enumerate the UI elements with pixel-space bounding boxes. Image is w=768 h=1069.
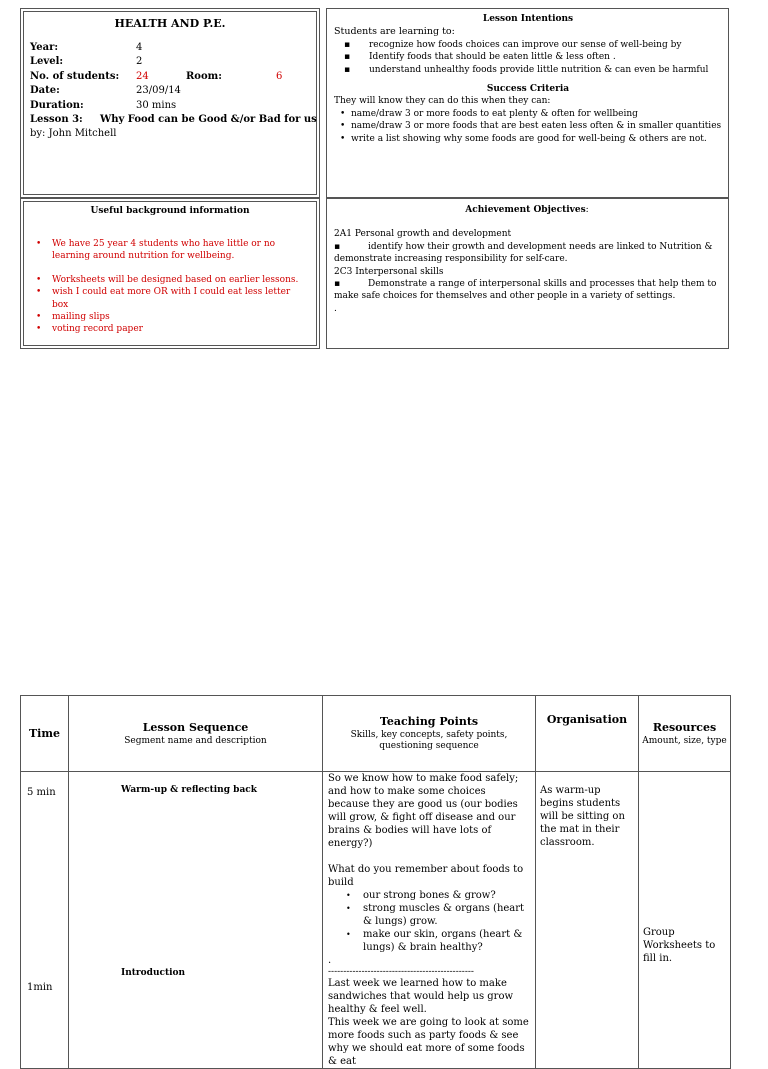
- time-warmup: 5 min: [27, 787, 56, 798]
- intention-item: ▪ Identify foods that should be eaten little & less often .: [334, 51, 722, 63]
- success-item: • write a list showing why some foods are good for well-being & others are not.: [334, 133, 722, 145]
- header-teaching-sub: Skills, key concepts, safety points, questioning sequence: [350, 730, 508, 751]
- teaching-dot: .: [328, 955, 332, 966]
- objective-bullet-1: ▪ identify how their growth and development needs are linked to Nutrition & demonstrate increasing responsibility for self-care.: [334, 241, 713, 265]
- teaching-paragraph-3: This week we are going to look at some more foods such as party foods & see why we should eat more of some foods & eat: [328, 1017, 529, 1067]
- subject-title: HEALTH AND P.E.: [114, 17, 226, 30]
- background-info-inner: [23, 201, 317, 346]
- header-sequence-sub: Segment name and description: [124, 735, 267, 746]
- objective-2a1: 2A1 Personal growth and development: [334, 229, 512, 240]
- intentions-list: [334, 39, 722, 76]
- lesson-title: Why Food can be Good &/or Bad for us: [100, 113, 317, 125]
- header-teaching: [323, 696, 536, 772]
- teaching-divider: ------------------------------------------------: [328, 967, 474, 977]
- achievement-objectives-box: [326, 198, 729, 349]
- objective-2c3: 2C3 Interpersonal skills: [334, 266, 444, 277]
- teaching-item: • our strong bones & grow?: [328, 889, 529, 902]
- header-resources-label: Resources: [652, 720, 717, 734]
- objective-bullet-1-text: identify how their growth and development needs are linked to Nutrition & demonstrate increasing responsibility for self-care.: [334, 241, 713, 265]
- date-label: Date:: [30, 85, 60, 97]
- background-info-box: [20, 198, 320, 349]
- objective-bullet-2: ▪ Demonstrate a range of interpersonal skills and processes that help them to make safe choices for themselves and other people in a variety of settings.: [334, 279, 717, 302]
- segment-warmup: Warm-up & reflecting back: [121, 785, 257, 795]
- intentions-intro: Students are learning to:: [334, 26, 455, 38]
- resources-text: Group Worksheets to fill in.: [643, 927, 716, 964]
- intentions-title: Lesson Intentions: [482, 14, 574, 24]
- teaching-list: [328, 889, 529, 954]
- success-criteria-title: Success Criteria: [486, 84, 570, 95]
- students-value: 24: [136, 70, 149, 82]
- organisation-text: As warm-up begins students will be sitting on the mat in their classroom.: [540, 785, 625, 848]
- teaching-item: • strong muscles & organs (heart & lungs) grow.: [328, 902, 529, 928]
- level-label: Level:: [30, 56, 64, 68]
- duration-label: Duration:: [30, 99, 84, 111]
- teaching-item: • make our skin, organs (heart & lungs) & brain healthy?: [328, 928, 529, 954]
- duration-value: 30 mins: [136, 99, 177, 111]
- header-time-label: Time: [28, 727, 60, 740]
- time-intro: 1min: [27, 982, 53, 993]
- room-value: 6: [276, 70, 283, 82]
- objective-bullet-2-text: Demonstrate a range of interpersonal skills and processes that help them to make safe choices for themselves and other people in a variety of settings.: [334, 279, 717, 302]
- teaching-paragraph-2: Last week we learned how to make sandwiches that would help us grow healthy & feel well.: [328, 978, 514, 1015]
- background-item: • voting record paper: [24, 323, 308, 335]
- level-value: 2: [136, 56, 143, 68]
- year-label: Year:: [30, 42, 59, 53]
- objectives-title-colon: :: [585, 205, 589, 215]
- objectives-title-row: [334, 204, 720, 216]
- table-header-row: [21, 696, 731, 772]
- lesson-intentions-box: [326, 8, 729, 198]
- success-item: • name/draw 3 or more foods that are best eaten less often & in smaller quantities: [334, 120, 722, 132]
- room-label: Room:: [186, 70, 222, 82]
- success-item: • name/draw 3 or more foods to eat plenty & often for wellbeing: [334, 108, 722, 120]
- students-label: No. of students:: [30, 70, 120, 82]
- teaching-paragraph-1: So we know how to make food safely; and how to make some choices because they are good us (our bodies will grow, & fight off disease and our brains & bodies will have lots of energy?): [328, 773, 519, 849]
- header-sequence-label: Lesson Sequence: [142, 720, 249, 734]
- success-list: [334, 108, 722, 145]
- header-time: [21, 696, 69, 772]
- background-item: • We have 25 year 4 students who have little or no learning around nutrition for wellbeing.: [24, 238, 308, 263]
- background-title: Useful background information: [90, 206, 250, 216]
- header-resources: [639, 696, 731, 772]
- author: by: John Mitchell: [30, 128, 117, 140]
- year-value: 4: [136, 42, 143, 53]
- background-list: [24, 238, 308, 263]
- lesson-label: Lesson 3:: [30, 113, 83, 125]
- lesson-sequence-table: [20, 695, 731, 1069]
- header-organisation: [536, 696, 639, 772]
- background-item: • Worksheets will be designed based on earlier lessons.: [24, 274, 308, 286]
- lesson-details: [30, 41, 320, 142]
- lesson-info-box: [20, 8, 320, 198]
- date-value: 23/09/14: [136, 85, 181, 97]
- objectives-title: Achievement Objectives: [465, 205, 586, 215]
- header-teaching-label: Teaching Points: [379, 715, 479, 728]
- segment-introduction: Introduction: [121, 968, 186, 978]
- background-item: • wish I could eat more OR with I could eat less letter box: [24, 286, 308, 311]
- teaching-question: What do you remember about foods to build: [328, 864, 524, 888]
- success-intro: They will know they can do this when they can:: [334, 96, 551, 107]
- header-resources-sub: Amount, size, type: [642, 735, 727, 746]
- header-sequence: [69, 696, 323, 772]
- lesson-info-inner: [23, 11, 317, 195]
- background-list-2: [24, 274, 308, 336]
- objective-trailing: .: [334, 303, 337, 314]
- header-organisation-label: Organisation: [546, 713, 628, 726]
- intention-item: ▪ understand unhealthy foods provide little nutrition & can even be harmful: [334, 64, 722, 76]
- background-item: • mailing slips: [24, 311, 308, 323]
- intention-item: ▪ recognize how foods choices can improve our sense of well-being by: [334, 39, 722, 51]
